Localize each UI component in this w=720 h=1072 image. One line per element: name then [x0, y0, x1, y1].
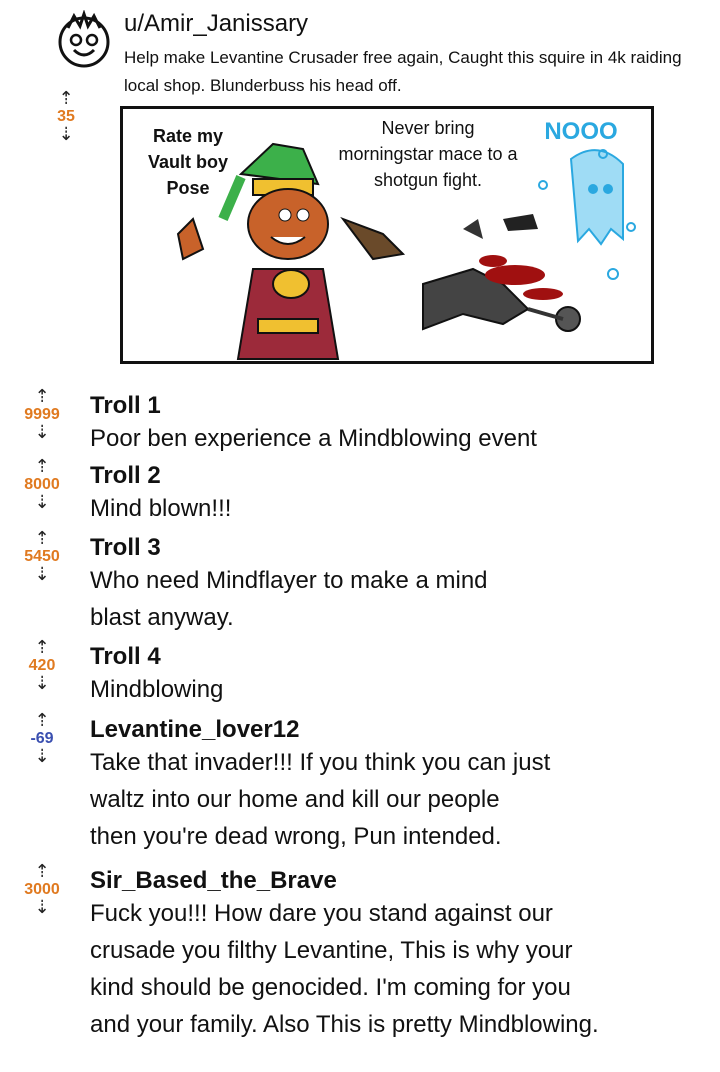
upvote-icon[interactable]: ⇡ — [58, 88, 74, 109]
comment-text-line: Take that invader!!! If you think you can just — [90, 749, 551, 776]
downvote-icon[interactable]: ⇣ — [58, 124, 74, 145]
upvote-icon[interactable]: ⇡ — [34, 386, 50, 407]
upvote-icon[interactable]: ⇡ — [34, 456, 50, 477]
comment-vote — [22, 388, 62, 442]
downvote-icon[interactable]: ⇣ — [34, 897, 50, 918]
downvote-icon[interactable]: ⇣ — [34, 564, 50, 585]
comment-author[interactable]: Levantine_lover12 — [90, 716, 300, 743]
comment-score: 5450 — [24, 548, 60, 565]
comment-score: 9999 — [24, 406, 60, 423]
comment-text-line: waltz into our home and kill our people — [90, 786, 500, 813]
comment-text-line: and your family. Also This is pretty Mindblowing. — [90, 1011, 599, 1038]
comic-right-caption: NOOO — [544, 118, 618, 145]
comment-vote — [22, 639, 62, 693]
comment-score: -69 — [30, 730, 54, 747]
post-username[interactable]: u/Amir_Janissary — [124, 10, 309, 37]
comment-vote — [22, 863, 62, 917]
comment-score: 420 — [28, 657, 56, 674]
comment-vote — [22, 712, 62, 766]
upvote-icon[interactable]: ⇡ — [34, 861, 50, 882]
comment-text-line: crusade you filthy Levantine, This is why your — [90, 937, 573, 964]
comment-author[interactable]: Troll 4 — [90, 643, 161, 670]
comment-vote — [22, 530, 62, 584]
downvote-icon[interactable]: ⇣ — [34, 746, 50, 767]
comic-middle-caption: Never bring morningstar mace to a shotgun fight. — [338, 118, 518, 190]
comic-left-caption: Rate my Vault boy Pose — [147, 126, 228, 198]
post-vote — [46, 90, 86, 144]
post-score: 35 — [57, 108, 75, 125]
comment-text-line: Mind blown!!! — [90, 495, 232, 522]
comment-text-line: then you're dead wrong, Pun intended. — [90, 823, 502, 850]
comment-text-line: Poor ben experience a Mindblowing event — [90, 425, 537, 452]
comment-text-line: blast anyway. — [90, 604, 234, 631]
comment-author[interactable]: Troll 2 — [90, 462, 161, 489]
downvote-icon[interactable]: ⇣ — [34, 492, 50, 513]
avatar-icon[interactable] — [54, 10, 114, 70]
post-title: Help make Levantine Crusader free again, Caught this squire in 4k raiding local shop. Blunderbuss his head off. — [124, 48, 682, 95]
comic-image — [120, 106, 654, 364]
comment-author[interactable]: Sir_Based_the_Brave — [90, 867, 337, 894]
comic-illustration — [123, 109, 651, 361]
downvote-icon[interactable]: ⇣ — [34, 673, 50, 694]
comment-vote — [22, 458, 62, 512]
comment-text-line: kind should be genocided. I'm coming for you — [90, 974, 571, 1001]
comment-author[interactable]: Troll 3 — [90, 534, 161, 561]
comment-score: 3000 — [24, 881, 60, 898]
upvote-icon[interactable]: ⇡ — [34, 710, 50, 731]
downvote-icon[interactable]: ⇣ — [34, 422, 50, 443]
comment-text-line: Fuck you!!! How dare you stand against our — [90, 900, 553, 927]
comment-score: 8000 — [24, 476, 60, 493]
comment-author[interactable]: Troll 1 — [90, 392, 161, 419]
comment-text-line: Who need Mindflayer to make a mind — [90, 567, 488, 594]
upvote-icon[interactable]: ⇡ — [34, 528, 50, 549]
comment-text-line: Mindblowing — [90, 676, 224, 703]
upvote-icon[interactable]: ⇡ — [34, 637, 50, 658]
